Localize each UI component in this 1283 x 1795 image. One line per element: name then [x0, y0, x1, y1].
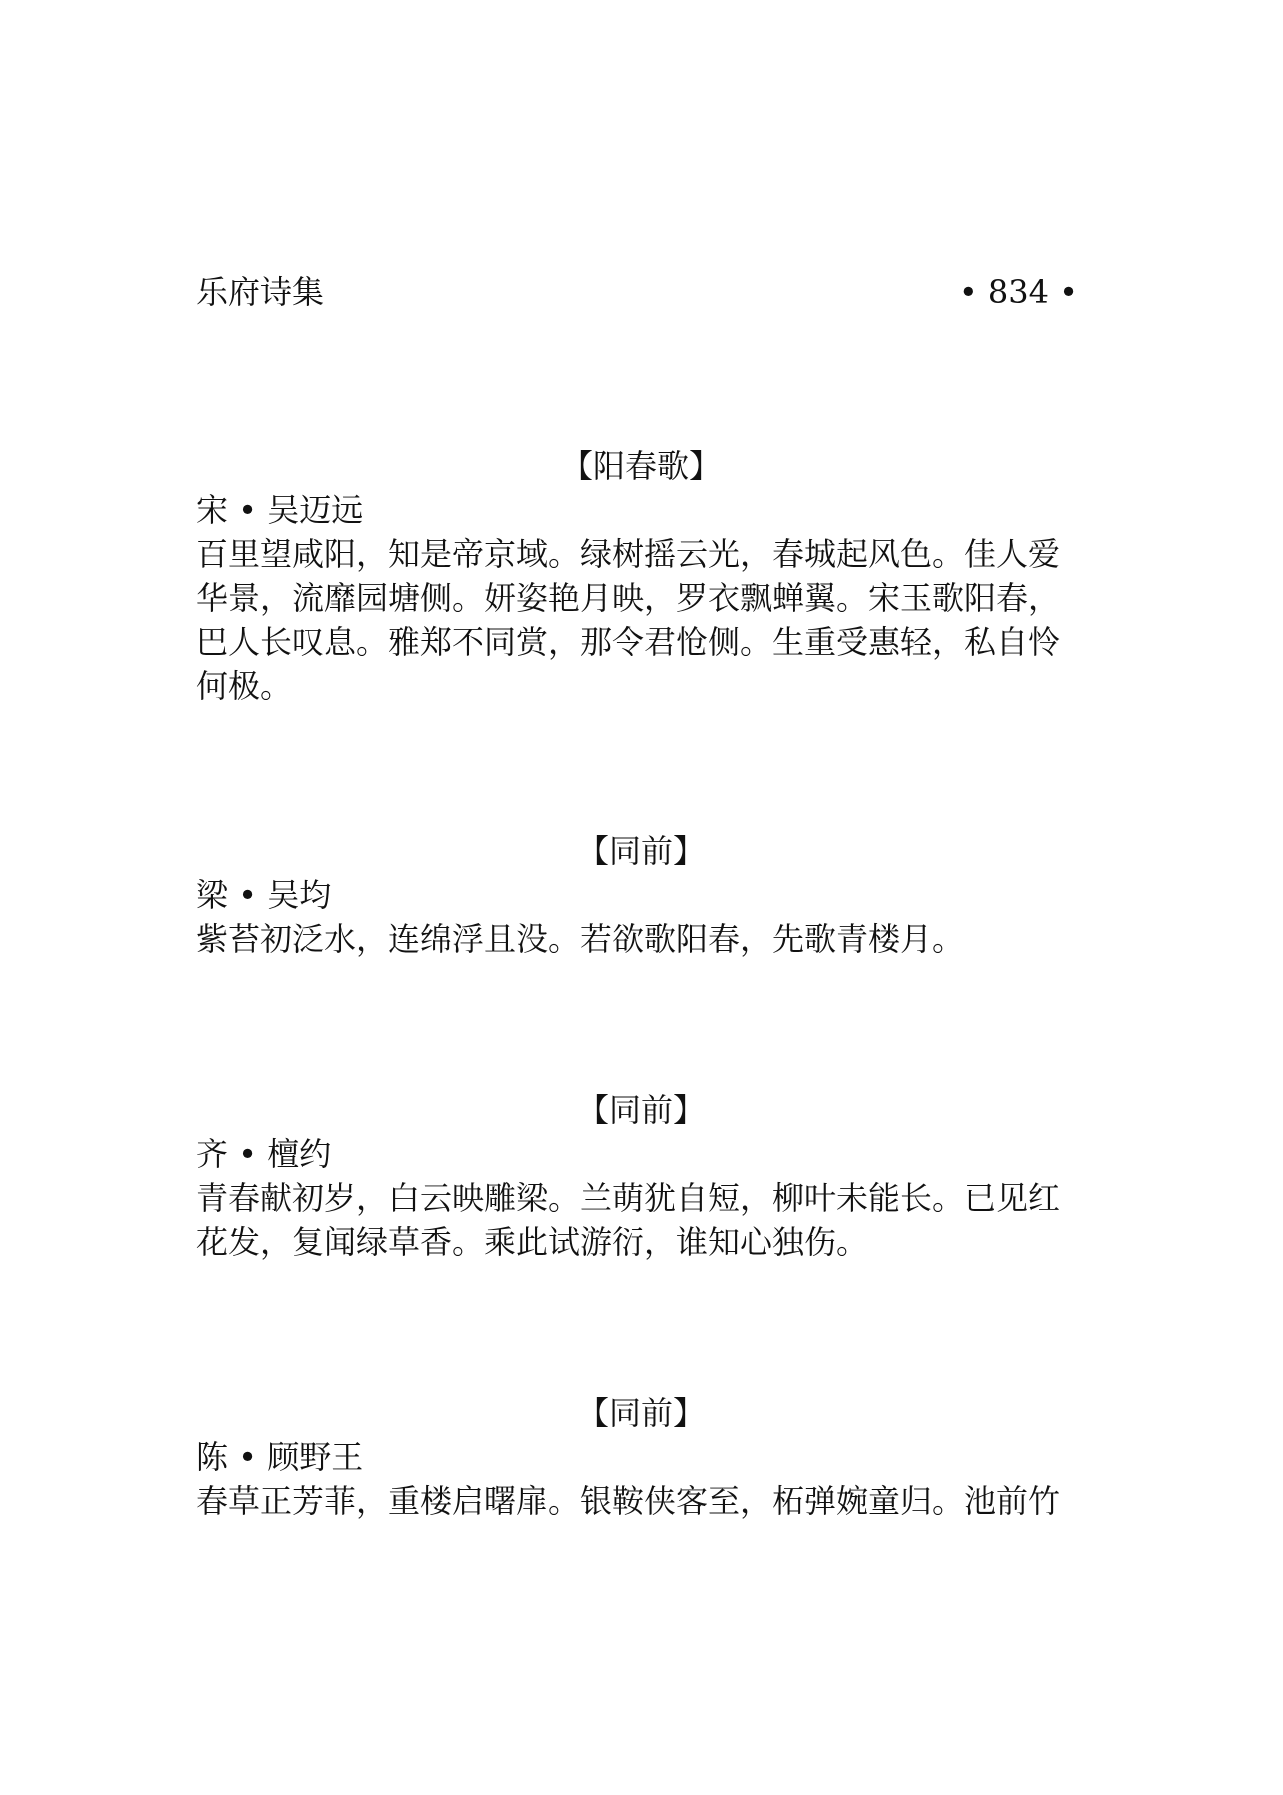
book-title: 乐府诗集 [196, 273, 325, 311]
poem-line: 春草正芳菲，重楼启曙扉。银鞍侠客至，柘弹婉童归。池前竹 [196, 1482, 1061, 1520]
poem-title: 【同前】 [576, 832, 705, 870]
poem-section [196, 829, 1086, 961]
poem-author: 宋 • 吴迈远 [196, 491, 364, 529]
poem-author: 齐 • 檀约 [196, 1135, 332, 1173]
poem-section [196, 1088, 1086, 1264]
poem-line: 巴人长叹息。雅郑不同赏，那令君怆侧。生重受惠轻，私自怜 [196, 623, 1061, 661]
poem-line: 百里望咸阳，知是帝京域。绿树摇云光，春城起风色。佳人爱 [196, 535, 1061, 573]
poem-line: 华景，流靡园塘侧。妍姿艳月映，罗衣飘蝉翼。宋玉歌阳春， [196, 579, 1061, 617]
poem-author: 陈 • 顾野王 [196, 1438, 364, 1476]
poem-title: 【同前】 [576, 1394, 705, 1432]
poem-line: 花发，复闻绿草香。乘此试游衍，谁知心独伤。 [196, 1223, 869, 1261]
poem-line: 紫苔初泛水，连绵浮且没。若欲歌阳春，先歌青楼月。 [196, 920, 965, 958]
poem-line: 何极。 [196, 667, 293, 705]
poem-title: 【阳春歌】 [560, 447, 721, 485]
poem-line: 青春献初岁，白云映雕梁。兰萌犹自短，柳叶未能长。已见红 [196, 1179, 1061, 1217]
poem-author: 梁 • 吴均 [196, 876, 332, 914]
poem-title: 【同前】 [576, 1091, 705, 1129]
page-number: • 834 • [958, 273, 1078, 311]
poem-section [196, 444, 1086, 708]
poem-section [196, 1391, 1086, 1523]
